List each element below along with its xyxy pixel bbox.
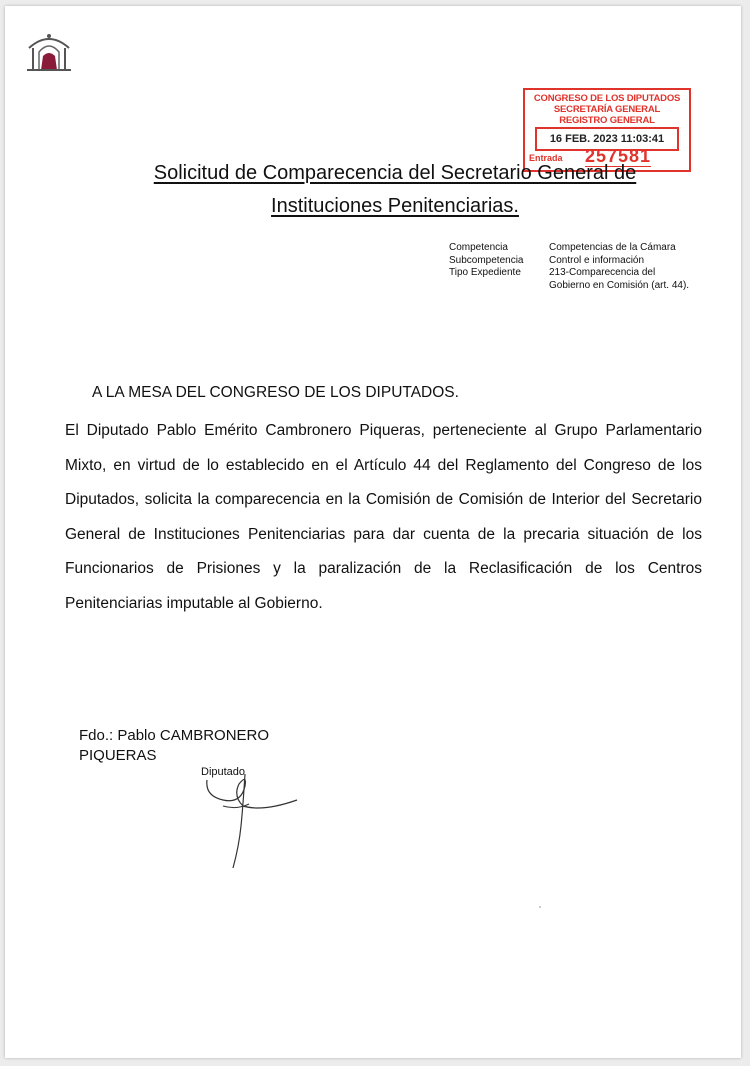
body-paragraph: El Diputado Pablo Emérito Cambronero Piqueras, perteneciente al Grupo Parlamentario Mixto, en virtud de lo establecido en el Artículo 44 del Reglamento del Congreso de los Diputados, solicita la comparecencia en la Comisión de Comisión de Interior del Secretario General de Instituciones Penitenciarias para dar cuenta de la precaria situación de los Funcionarios de Prisiones y la paralización de la Reclasificación de los Centros Penitenciarias imputable al Gobierno. [65,422,702,612]
stamp-line-1: CONGRESO DE LOS DIPUTADOS [533,93,681,104]
stamp-line-2: SECRETARÍA GENERAL [553,104,661,115]
document-title-line-2: Instituciones Penitenciarias. [271,195,519,217]
meta-label-tipo-expediente: Tipo Expediente [449,267,521,278]
meta-labels [449,242,549,280]
signature-role: Diputado [201,766,246,778]
stamp-line-3: REGISTRO GENERAL [559,115,655,126]
congress-logo-icon [23,26,75,76]
registry-stamp [523,88,691,172]
document-title-line-1: Solicitud de Comparecencia del Secretario General de [153,162,637,184]
salutation: A LA MESA DEL CONGRESO DE LOS DIPUTADOS. [92,384,459,401]
meta-value-tipo-expediente: 213-Comparecencia del Gobierno en Comisión (art. 44). [549,267,690,291]
scan-speck [539,906,541,908]
meta-label-subcompetencia: Subcompetencia [449,254,524,266]
meta-value-competencia: Competencias de la Cámara [549,242,676,253]
handwritten-signature-icon [193,766,313,876]
stamp-entrada-label: Entrada [529,153,563,163]
meta-value-subcompetencia: Control e información [549,254,645,266]
meta-label-competencia: Competencia [449,242,508,253]
stamp-entrada-number: 257581 [585,146,652,166]
document-page [5,6,741,1058]
signature-line: Fdo.: Pablo CAMBRONERO PIQUERAS [79,727,270,764]
meta-values [549,242,694,292]
stamp-datetime: 16 FEB. 2023 11:03:41 [535,127,679,151]
